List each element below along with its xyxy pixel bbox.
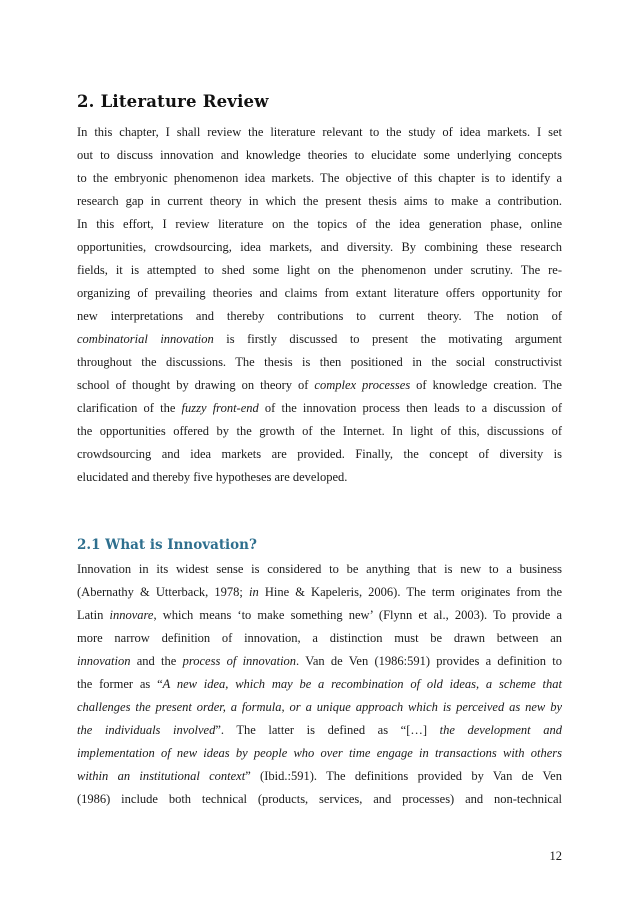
text-run: the former as “ (77, 677, 163, 691)
paragraph-line (77, 559, 562, 579)
text-run: school of thought by drawing on theory of (77, 378, 315, 392)
text-run: is firstly discussed to present the motivating argument (213, 332, 562, 346)
text-run: of knowledge creation. The (410, 378, 562, 392)
paragraph-line (77, 444, 562, 464)
paragraph-line (77, 697, 562, 717)
italic-text: A new idea, which may be a recombination of old ideas, a scheme that (162, 677, 562, 691)
paragraph-line (77, 605, 562, 625)
paragraph-line (77, 168, 562, 188)
italic-text: innovare (109, 608, 154, 622)
paragraph-line (77, 352, 562, 372)
text-run: clarification of the (77, 401, 182, 415)
paragraph-line (77, 214, 562, 234)
text-run: to the embryonic phenomenon idea markets. The objective of this chapter is to identify a (77, 171, 562, 185)
italic-text: the development and (439, 723, 562, 737)
paragraph-line (77, 766, 562, 786)
paragraph-line (77, 789, 562, 809)
text-run: Latin (77, 608, 110, 622)
text-run: Innovation in its widest sense is considered to be anything that is new to a business (77, 562, 562, 576)
paragraph-line (77, 145, 562, 165)
italic-text: innovation (77, 654, 131, 668)
text-run: fields, it is attempted to shed some light on the phenomenon under scrutiny. The re- (77, 263, 562, 277)
paragraph-line (77, 720, 562, 740)
paragraph-line (77, 628, 562, 648)
italic-text: challenges the present order, a formula, or a unique approach which is perceived as new by (77, 700, 562, 714)
paragraph-line (77, 375, 562, 395)
paragraph-line (77, 329, 562, 349)
paragraph-line (77, 398, 562, 418)
text-run: organizing of prevailing theories and claims from extant literature offers opportunity for (77, 286, 562, 300)
text-run: (Abernathy & Utterback, 1978; (77, 585, 249, 599)
text-run: new interpretations and thereby contributions to current theory. The notion of (77, 309, 562, 323)
italic-text: the individuals involved (77, 723, 216, 737)
text-run: In this effort, I review literature on the topics of the idea generation phase, online (77, 217, 562, 231)
subsection-heading: 2.1 What is Innovation? (77, 537, 257, 553)
italic-text: within an institutional context (77, 769, 246, 783)
paragraph-line (77, 582, 562, 602)
text-run: more narrow definition of innovation, a distinction must be drawn between an (77, 631, 562, 645)
italic-text: complex processes (314, 378, 411, 392)
italic-text: combinatorial innovation (77, 332, 214, 346)
text-run: research gap in current theory in which the present thesis aims to make a contribution. (77, 194, 562, 208)
text-run: out to discuss innovation and knowledge theories to elucidate some underlying concepts (77, 148, 562, 162)
section-heading: 2. Literature Review (77, 92, 269, 111)
text-run: . Van de Ven (1986:591) provides a definition to (296, 654, 562, 668)
text-run: ”. The latter is defined as “[…] (215, 723, 440, 737)
paragraph-line (77, 651, 562, 671)
paragraph-line (77, 421, 562, 441)
text-run: of the innovation process then leads to a discussion of (258, 401, 562, 415)
paragraph-line (77, 467, 562, 487)
paragraph-line (77, 260, 562, 280)
text-run: throughout the discussions. The thesis is then positioned in the social constructivist (77, 355, 562, 369)
page-number: 12 (549, 849, 562, 863)
text-run: ” (Ibid.:591). The definitions provided by Van de Ven (245, 769, 562, 783)
text-run: the opportunities offered by the growth of the Internet. In light of this, discussions of (77, 424, 562, 438)
italic-text: fuzzy front-end (181, 401, 259, 415)
text-run: In this chapter, I shall review the literature relevant to the study of idea markets. I set (77, 125, 562, 139)
paragraph-line (77, 306, 562, 326)
text-run: Hine & Kapeleris, 2006). The term originates from the (258, 585, 562, 599)
text-run: (1986) include both technical (products, services, and processes) and non-technical (77, 792, 562, 806)
text-run: opportunities, crowdsourcing, idea markets, and diversity. By combining these research (77, 240, 562, 254)
paragraph-line (77, 191, 562, 211)
text-run: crowdsourcing and idea markets are provided. Finally, the concept of diversity is (77, 447, 562, 461)
text-run: elucidated and thereby five hypotheses are developed. (77, 470, 348, 484)
text-run: , which means ‘to make something new’ (Flynn et al., 2003). To provide a (153, 608, 563, 622)
paragraph-line (77, 283, 562, 303)
italic-text: process of innovation (182, 654, 297, 668)
text-run: and the (130, 654, 183, 668)
paragraph-line (77, 674, 562, 694)
italic-text: in (248, 585, 259, 599)
italic-text: implementation of new ideas by people who over time engage in transactions with others (77, 746, 562, 760)
paragraph-line (77, 237, 562, 257)
paragraph-line (77, 743, 562, 763)
paragraph-line (77, 122, 562, 142)
